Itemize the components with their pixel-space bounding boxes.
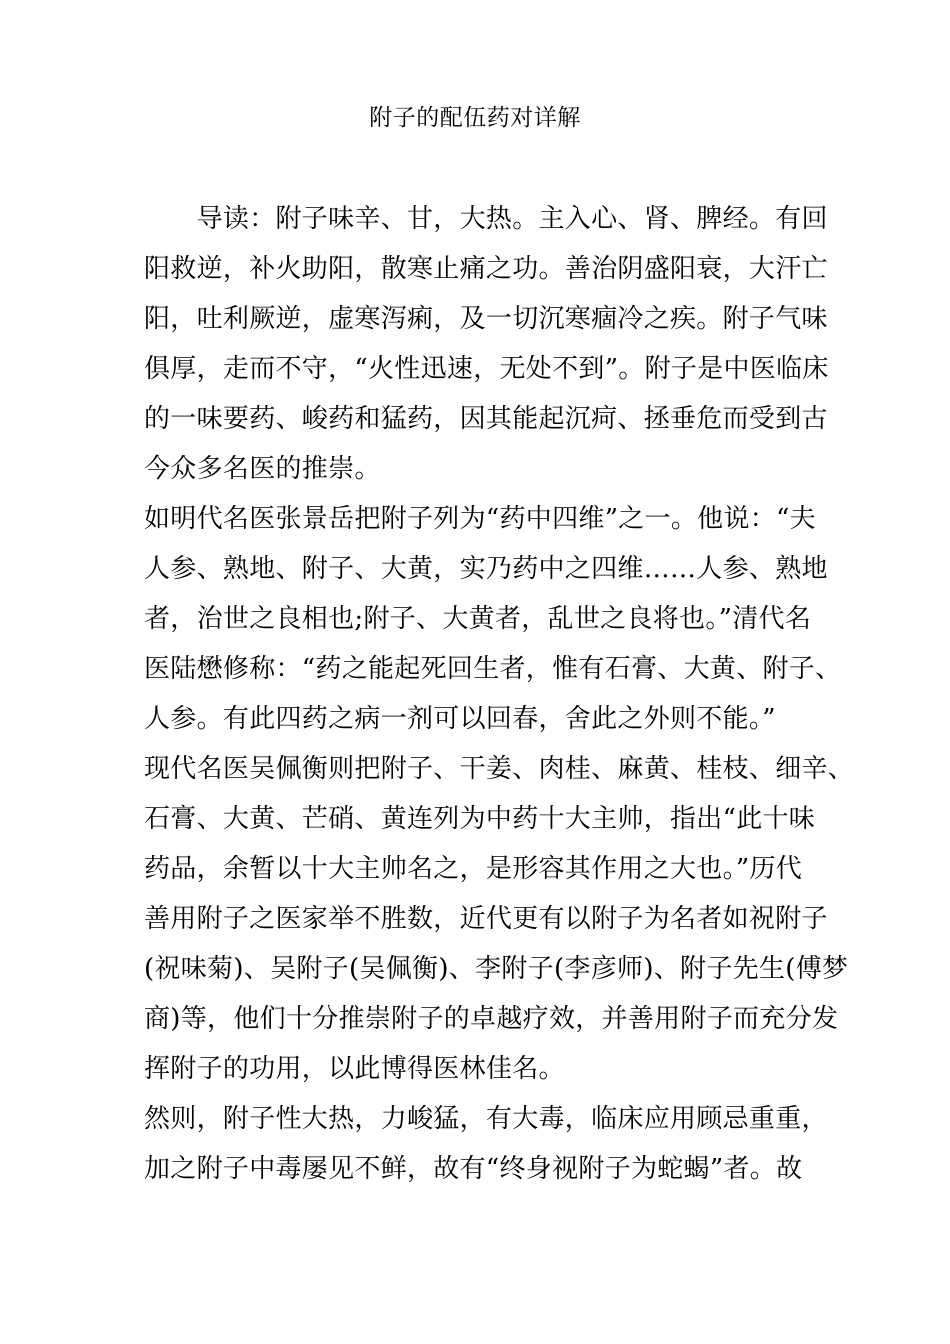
text-line: 者，治世之良相也;附子、大黄者，乱世之良将也。”清代名	[144, 604, 812, 634]
text-line: 阳救逆，补火助阳，散寒止痛之功。善治阴盛阳衰，大汗亡	[144, 254, 828, 284]
text-line: 导读：附子味辛、甘，大热。主入心、肾、脾经。有回	[144, 204, 828, 234]
document-body	[144, 194, 855, 1194]
text-line: 人参。有此四药之病一剂可以回春，舍此之外则不能。”	[144, 704, 776, 734]
text-line: 医陆懋修称：“药之能起死回生者，惟有石膏、大黄、附子、	[144, 654, 842, 684]
text-line: 今众多名医的推崇。	[144, 454, 381, 484]
text-line: 商)等，他们十分推崇附子的卓越疗效，并善用附子而充分发	[144, 1004, 839, 1034]
text-line: 人参、熟地、附子、大黄，实乃药中之四维……人参、熟地	[144, 554, 828, 584]
text-line: 药品，余暂以十大主帅名之，是形容其作用之大也。”历代	[144, 854, 803, 884]
text-line: 现代名医吴佩衡则把附子、干姜、肉桂、麻黄、桂枝、细辛、	[144, 754, 855, 784]
text-line: 然则，附子性大热，力峻猛，有大毒，临床应用顾忌重重，	[144, 1104, 828, 1134]
text-line: 阳，吐利厥逆，虚寒泻痢，及一切沉寒痼冷之疾。附子气味	[144, 304, 828, 334]
text-line: 如明代名医张景岳把附子列为“药中四维”之一。他说：“夫	[144, 504, 816, 534]
text-line: 挥附子的功用，以此博得医林佳名。	[144, 1054, 565, 1084]
text-line: 加之附子中毒屡见不鲜，故有“终身视附子为蛇蝎”者。故	[144, 1154, 803, 1184]
text-line: 俱厚，走而不守，“火性迅速，无处不到”。附子是中医临床	[144, 354, 829, 384]
document-title: 附子的配伍药对详解	[369, 105, 581, 131]
text-line: 石膏、大黄、芒硝、黄连列为中药十大主帅，指出“此十味	[144, 804, 816, 834]
text-line: 的一味要药、峻药和猛药，因其能起沉疴、拯垂危而受到古	[144, 404, 828, 434]
text-line: (祝味菊)、吴附子(吴佩衡)、李附子(李彦师)、附子先生(傅梦	[144, 954, 849, 984]
text-line: 善用附子之医家举不胜数，近代更有以附子为名者如祝附子	[144, 904, 828, 934]
